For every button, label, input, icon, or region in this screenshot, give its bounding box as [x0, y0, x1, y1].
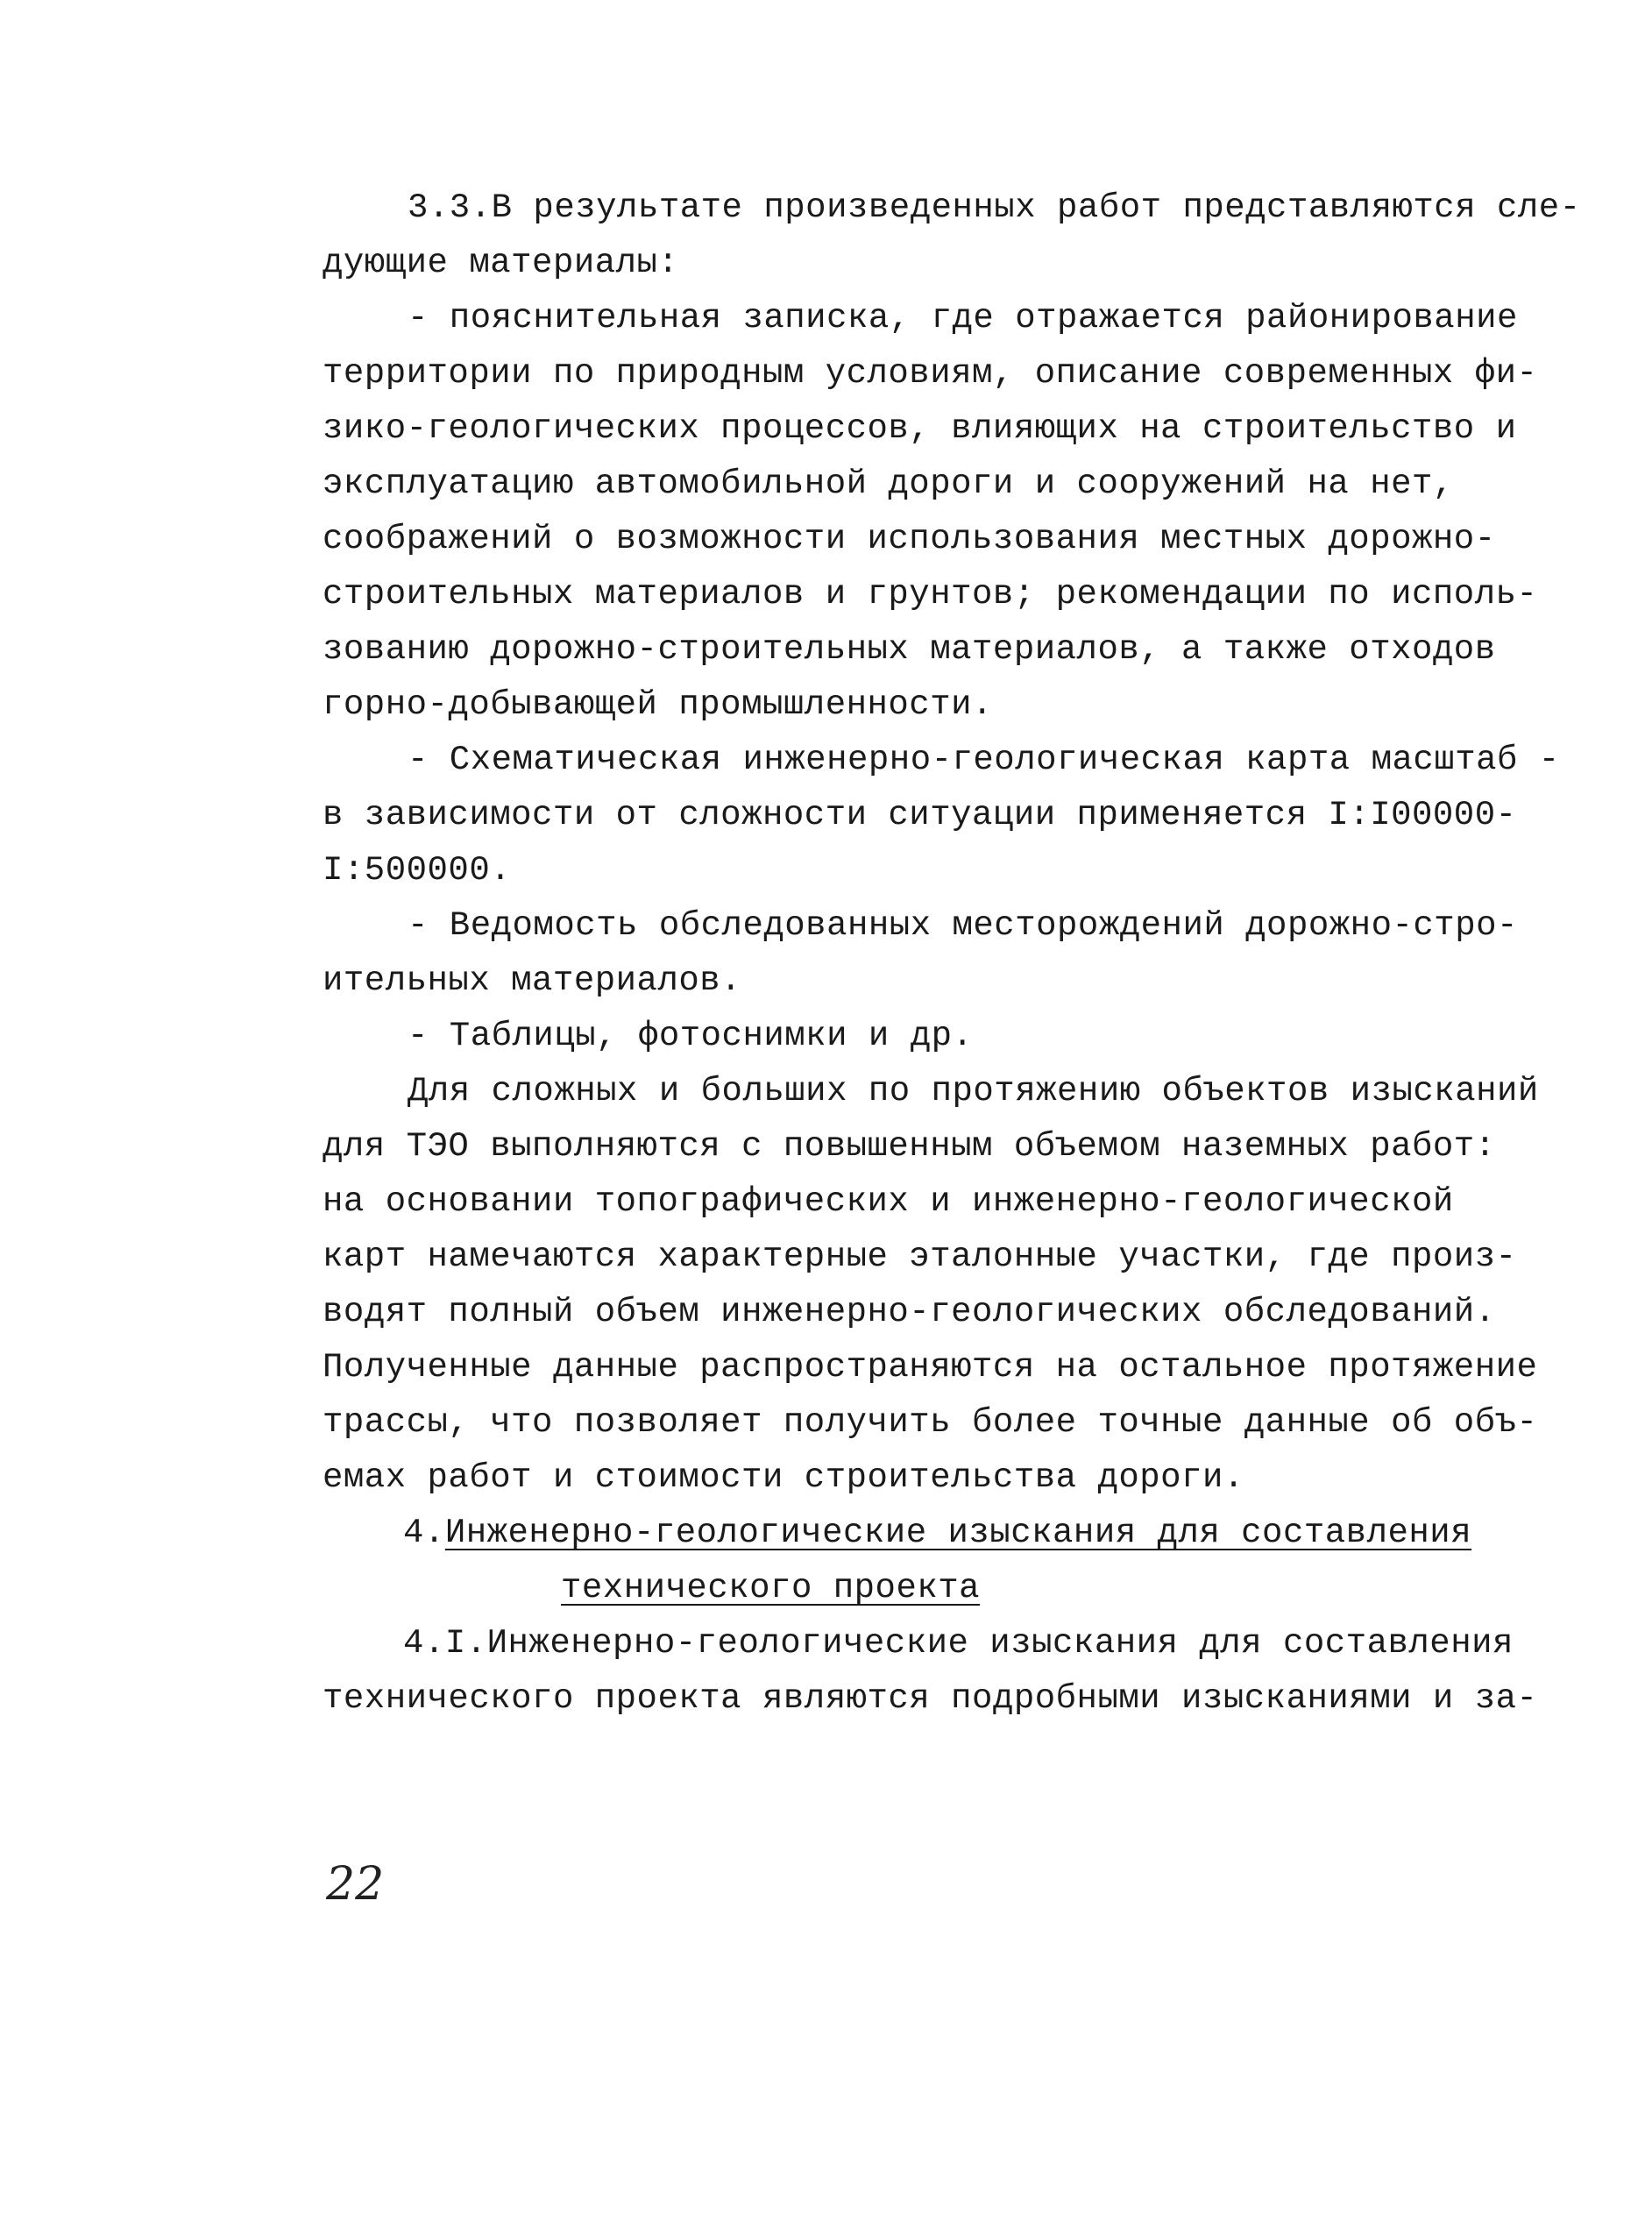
text-line: горно-добывающей промышленности. — [323, 685, 993, 724]
text-line: в зависимости от сложности ситуации применяется I:I00000- — [323, 796, 1517, 834]
text-line: на основании топографических и инженерно-геологической — [323, 1182, 1454, 1221]
text-line: водят полный объем инженерно-геологических обследований. — [323, 1293, 1496, 1331]
text-line: - пояснительная записка, где отражается районирование — [408, 299, 1518, 337]
text-line: 3.3.В результате произведенных работ представляются сле- — [408, 188, 1581, 227]
page-number: 22 — [326, 1858, 385, 1911]
text-line: строительных материалов и грунтов; рекомендации по исполь- — [323, 575, 1538, 614]
text-line: для ТЭО выполняются с повышенным объемом наземных работ: — [323, 1127, 1496, 1166]
text-line: емах работ и стоимости строительства дороги. — [323, 1458, 1244, 1497]
text-line: I:500000. — [323, 851, 512, 890]
text-line: 4.I.Инженерно-геологические изыскания для составления — [403, 1624, 1514, 1663]
text-line: соображений о возможности использования местных дорожно- — [323, 520, 1496, 558]
text-line: карт намечаются характерные эталонные участки, где произ- — [323, 1238, 1517, 1276]
text-line: Для сложных и больших по протяжению объектов изысканий — [408, 1072, 1539, 1110]
text-line: технического проекта являются подробными изысканиями и за- — [323, 1679, 1538, 1718]
text-line: - Ведомость обследованных месторождений дорожно-стро- — [408, 906, 1518, 945]
text-line: - Схематическая инженерно-геологическая карта масштаб - — [408, 741, 1560, 779]
text-line: зованию дорожно-строительных материалов, а также отходов — [323, 630, 1496, 669]
text-line: территории по природным условиям, описание современных фи- — [323, 354, 1538, 393]
section-heading — [403, 1513, 1471, 1553]
text-line: Полученные данные распространяются на остальное протяжение — [323, 1348, 1538, 1387]
text-line: дующие материалы: — [323, 244, 679, 282]
text-line: - Таблицы, фотоснимки и др. — [408, 1017, 974, 1055]
section-title-line1: Инженерно-геологические изыскания для составления — [444, 1514, 1472, 1552]
section-number: 4. — [403, 1514, 445, 1552]
text-line: эксплуатацию автомобильной дороги и сооружений на нет, — [323, 465, 1454, 503]
text-line: зико-геологических процессов, влияющих на строительство и — [323, 409, 1517, 448]
text-line: трассы, что позволяет получить более точные данные об объ- — [323, 1403, 1538, 1442]
text-line: ительных материалов. — [323, 961, 742, 1000]
section-title-line2: технического проекта — [561, 1569, 981, 1607]
